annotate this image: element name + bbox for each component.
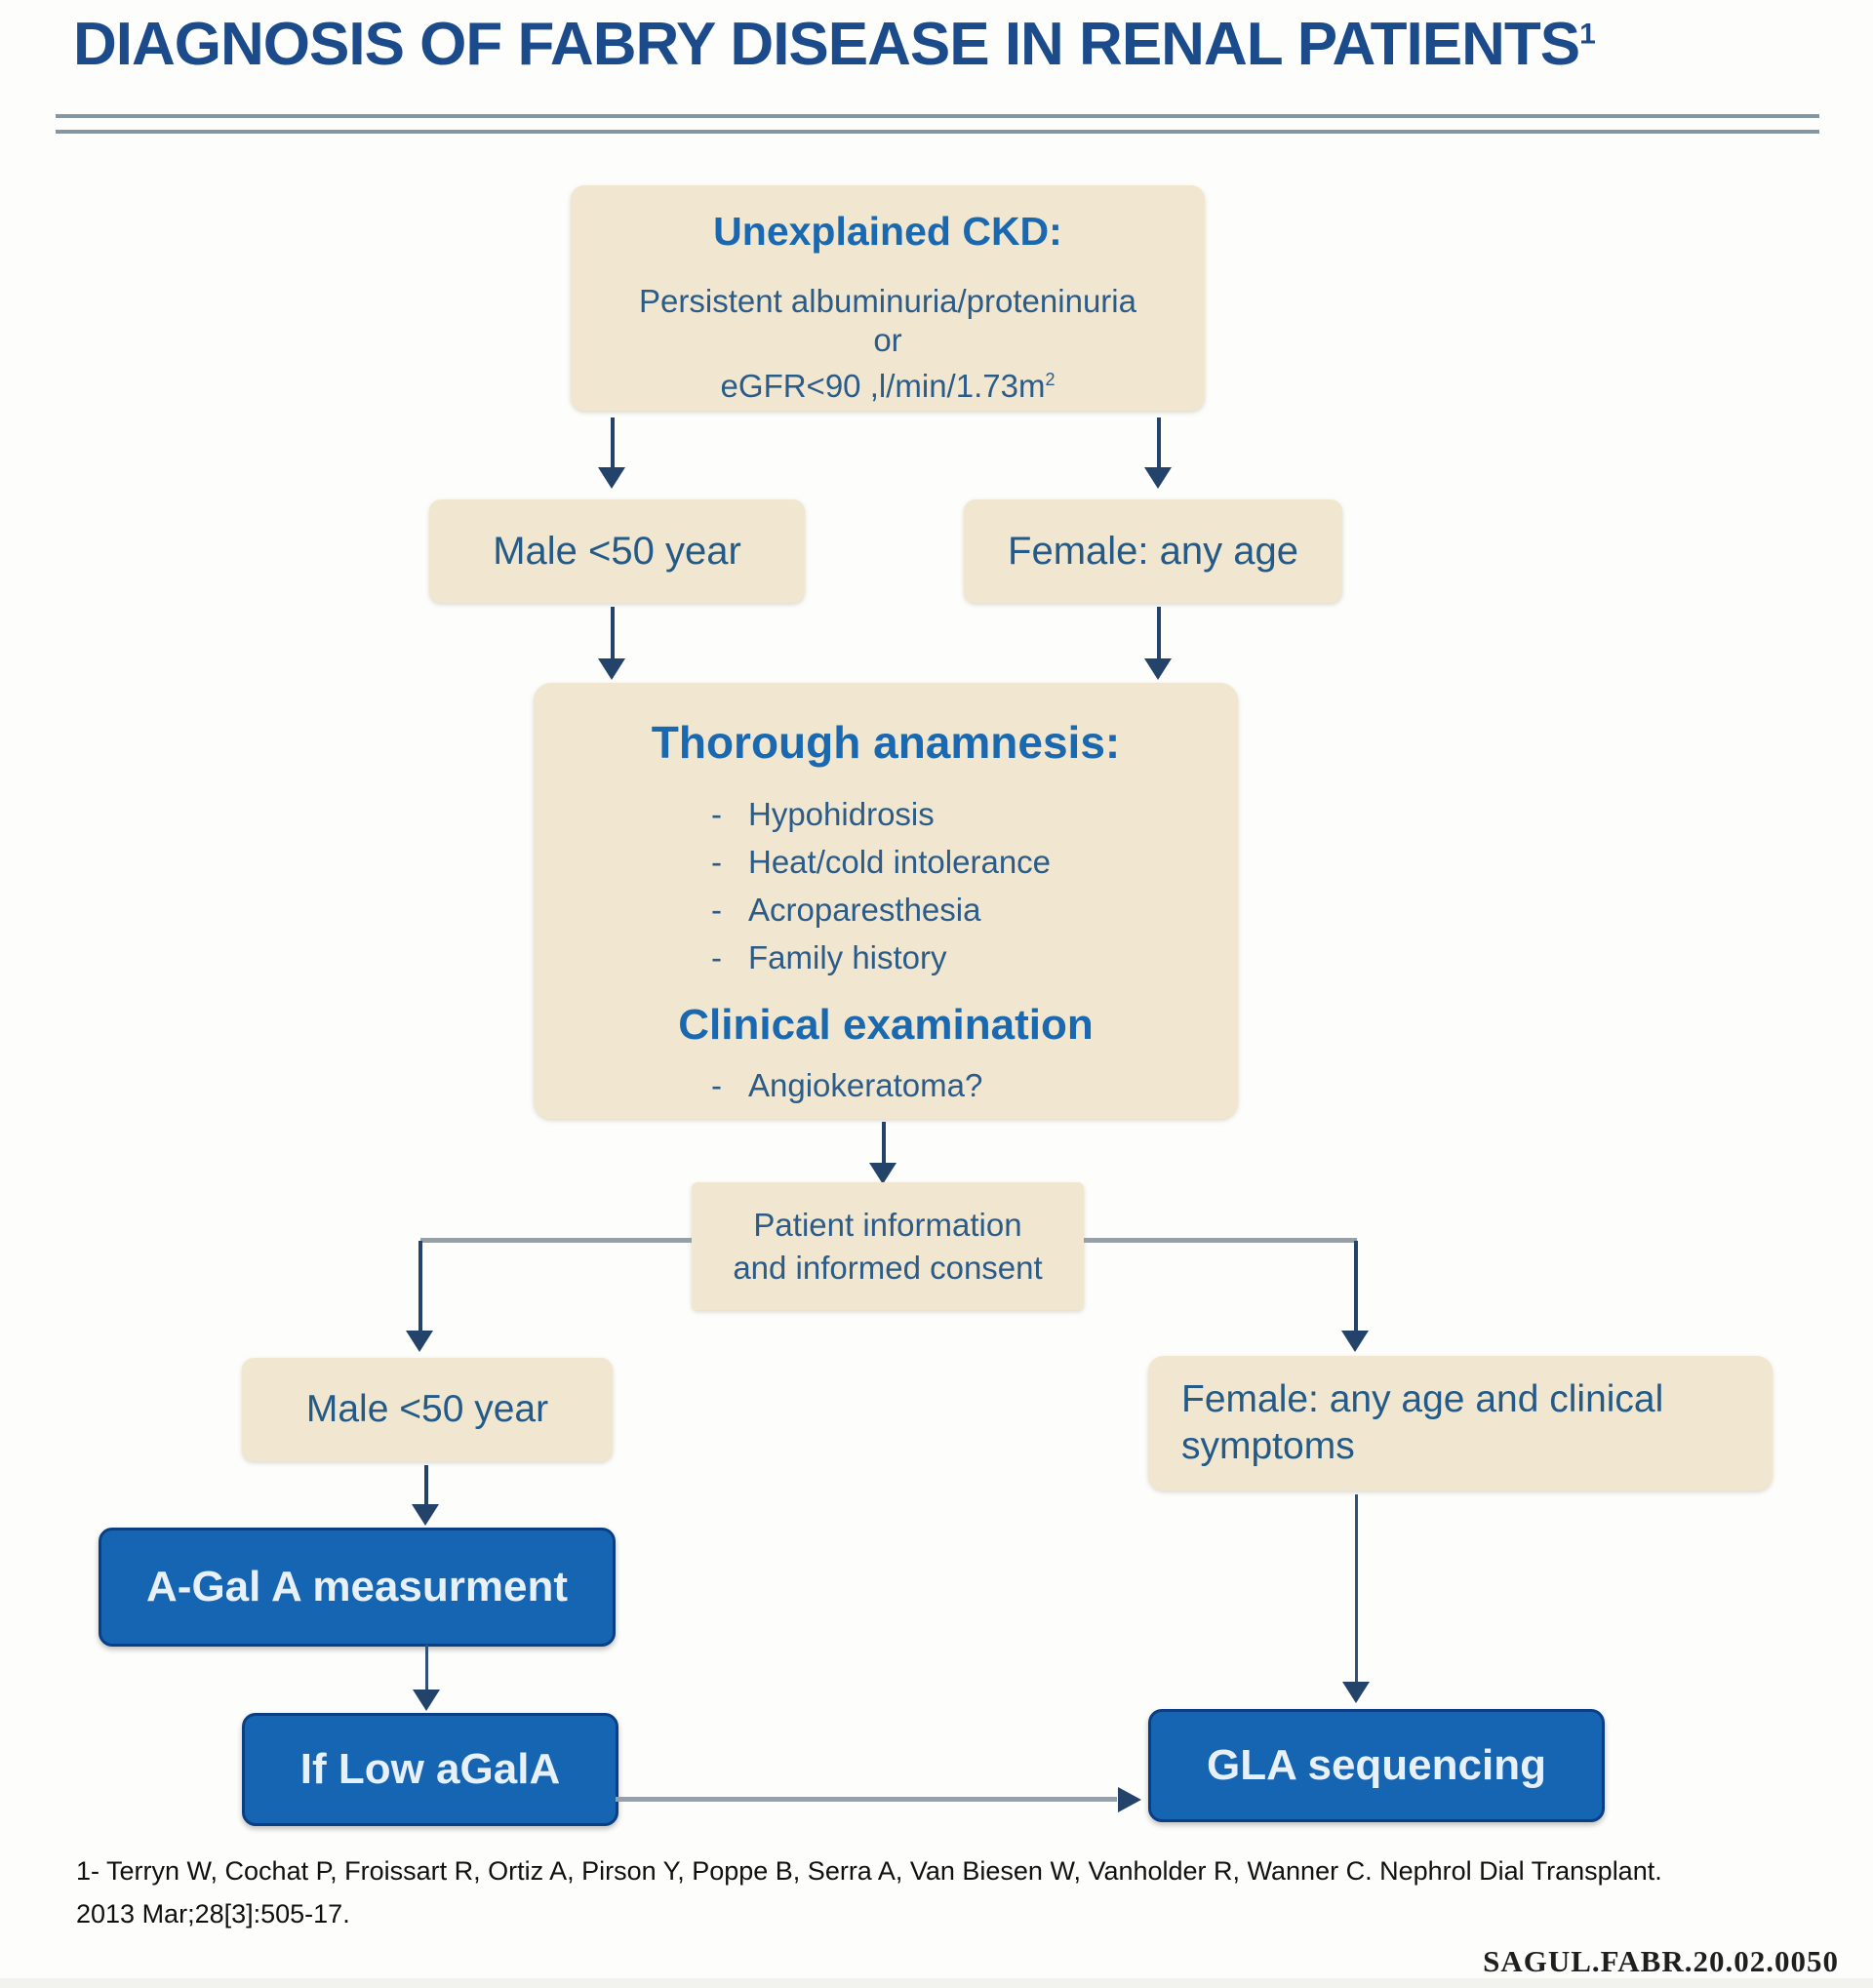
gla-label: GLA sequencing xyxy=(1207,1741,1546,1789)
egfr-superscript: 2 xyxy=(1045,370,1056,389)
arrow-ckd-to-male-head xyxy=(598,467,625,489)
female-mid-label: Female: any age and clinical symptoms xyxy=(1181,1378,1664,1467)
agal-label: A-Gal A measurment xyxy=(146,1563,568,1610)
arrow-female-to-anamnesis-head xyxy=(1144,658,1172,680)
page-title xyxy=(73,10,1595,79)
arrow-consent-to-female-head xyxy=(1341,1331,1369,1352)
connector-consent-right-line xyxy=(1084,1238,1357,1243)
anamnesis-item-label: Acroparesthesia xyxy=(748,892,981,928)
arrow-agal-to-iflow-head xyxy=(413,1690,440,1711)
arrow-consent-to-female-stem xyxy=(1354,1241,1358,1332)
clinical-examination-item-label: Angiokeratoma? xyxy=(748,1067,983,1103)
anamnesis-item-label: Heat/cold intolerance xyxy=(748,844,1052,880)
arrow-female-to-gla-head xyxy=(1342,1682,1370,1703)
anamnesis-item xyxy=(534,886,1238,934)
reference-citation-line2: 2013 Mar;28[3]:505-17. xyxy=(76,1899,350,1928)
arrow-male-to-agal-stem xyxy=(424,1465,428,1506)
arrow-agal-to-iflow-stem xyxy=(425,1645,428,1691)
connector-consent-left-line xyxy=(420,1238,692,1243)
arrow-consent-to-male-stem xyxy=(418,1241,422,1332)
arrow-male-to-agal-head xyxy=(412,1504,439,1526)
male-mid-label: Male <50 year xyxy=(305,1388,549,1430)
node-female-clinical-symptoms xyxy=(1148,1356,1773,1491)
anamnesis-item xyxy=(534,838,1238,886)
egfr-text: eGFR<90 ,l/min/1.73m xyxy=(720,368,1046,404)
if-low-label: If Low aGalA xyxy=(299,1745,561,1793)
node-patient-information xyxy=(692,1182,1084,1310)
arrow-male-to-anamnesis-stem xyxy=(611,607,615,659)
node-agal-measurement xyxy=(99,1528,616,1647)
node-male-under-50-mid xyxy=(242,1358,613,1461)
unexplained-ckd-heading: Unexplained CKD: xyxy=(713,209,1062,254)
bullet-dash: - xyxy=(711,892,722,928)
female-top-label: Female: any age xyxy=(1008,529,1298,573)
title-underline-rule xyxy=(56,114,1819,134)
bullet-dash: - xyxy=(711,939,722,975)
anamnesis-item-label: Hypohidrosis xyxy=(748,796,935,832)
anamnesis-heading: Thorough anamnesis: xyxy=(651,717,1121,768)
unexplained-ckd-line1: Persistent albuminuria/proteninuria xyxy=(639,283,1136,319)
arrow-female-to-anamnesis-stem xyxy=(1157,607,1161,659)
node-thorough-anamnesis xyxy=(534,683,1238,1119)
anamnesis-item xyxy=(534,790,1238,838)
arrow-ckd-to-female-head xyxy=(1144,467,1172,489)
arrow-consent-to-male-head xyxy=(406,1331,433,1352)
arrow-ckd-to-male-stem xyxy=(611,417,615,468)
arrow-male-to-anamnesis-head xyxy=(598,658,625,680)
node-gla-sequencing xyxy=(1148,1709,1605,1822)
arrow-iflow-to-gla-head xyxy=(1118,1787,1141,1812)
bullet-dash: - xyxy=(711,796,722,832)
document-code: SAGUL.FABR.20.02.0050 xyxy=(1483,1944,1839,1978)
node-female-any-age-top xyxy=(964,499,1342,603)
patient-info-line1: Patient information xyxy=(753,1206,1022,1243)
node-unexplained-ckd xyxy=(571,185,1205,411)
page-title-text: DIAGNOSIS OF FABRY DISEASE IN RENAL PATIENTS xyxy=(73,11,1580,78)
arrow-anamnesis-to-consent-head xyxy=(869,1163,897,1184)
male-top-label: Male <50 year xyxy=(493,529,741,573)
bullet-dash: - xyxy=(711,844,722,880)
bullet-dash: - xyxy=(711,1067,722,1103)
patient-info-line2: and informed consent xyxy=(733,1249,1043,1286)
unexplained-ckd-line3 xyxy=(721,360,1056,406)
reference-citation-line1: 1- Terryn W, Cochat P, Froissart R, Ortiz A, Pirson Y, Poppe B, Serra A, Van Biesen W, Vanholder R, Wanner C. Nephrol Dial Transplant. xyxy=(76,1856,1662,1886)
arrow-ckd-to-female-stem xyxy=(1157,417,1161,468)
arrow-female-to-gla-stem xyxy=(1355,1494,1358,1684)
clinical-examination-item xyxy=(534,1061,1238,1109)
arrow-anamnesis-to-consent-stem xyxy=(882,1122,886,1165)
anamnesis-list xyxy=(534,790,1238,981)
scan-artifact-band xyxy=(0,1978,1873,1988)
clinical-examination-heading: Clinical examination xyxy=(678,1001,1094,1049)
node-male-under-50-top xyxy=(429,499,805,603)
anamnesis-item xyxy=(534,934,1238,981)
connector-iflow-to-gla-line xyxy=(616,1797,1117,1802)
anamnesis-item-label: Family history xyxy=(748,939,947,975)
title-reference-superscript: 1 xyxy=(1579,18,1595,51)
unexplained-ckd-line2: or xyxy=(873,322,902,358)
node-if-low-agala xyxy=(242,1713,618,1826)
